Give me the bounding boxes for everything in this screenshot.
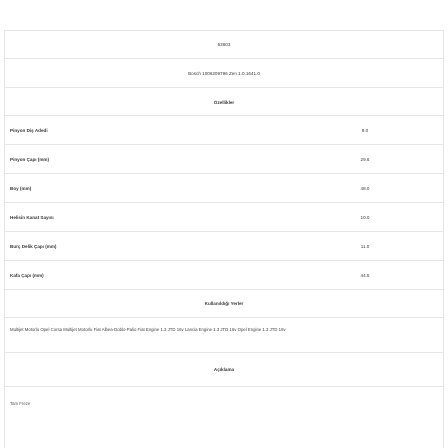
product-spec-table bbox=[4, 30, 444, 448]
spec-row bbox=[5, 232, 443, 261]
product-code-row bbox=[5, 31, 443, 59]
usage-heading: Kullanıldığı Yerler bbox=[204, 301, 244, 306]
spec-label: Helisin Kanat Sayısı bbox=[10, 215, 54, 220]
spec-value: 10.0 bbox=[360, 215, 370, 220]
part-numbers-row bbox=[5, 59, 443, 88]
spec-label: Pinyon Çapı (mm) bbox=[10, 157, 50, 162]
features-heading-row bbox=[5, 88, 443, 116]
features-heading: Özellikler bbox=[213, 100, 235, 105]
usage-heading-row bbox=[5, 290, 443, 318]
product-code: 53603 bbox=[217, 42, 231, 47]
spec-label: Boy (mm) bbox=[10, 186, 32, 191]
spec-row bbox=[5, 116, 443, 145]
description-row bbox=[5, 387, 443, 427]
spec-label: Burç Delik Çapı (mm) bbox=[10, 244, 57, 249]
spec-row bbox=[5, 174, 443, 203]
spec-row bbox=[5, 203, 443, 232]
spec-value: 48.0 bbox=[360, 186, 370, 191]
spec-value: 44.5 bbox=[360, 273, 370, 278]
description-heading: Açıklama bbox=[213, 367, 235, 372]
spec-value: 9.0 bbox=[361, 128, 369, 133]
part-numbers: Bosch 1006209796 Zen 1.0.1641.0 bbox=[188, 71, 260, 76]
spec-value: 29.6 bbox=[360, 157, 370, 162]
spec-label: Pinyon Diş Adedi bbox=[10, 128, 48, 133]
spec-value: 11.0 bbox=[360, 244, 370, 249]
spec-row bbox=[5, 261, 443, 290]
description-text: Tam Freze bbox=[10, 401, 31, 406]
spec-label: Kafa Çapı (mm) bbox=[10, 273, 44, 278]
usage-row bbox=[5, 318, 443, 353]
description-heading-row bbox=[5, 353, 443, 387]
usage-text: Multijet Motorlu Opel Corsa Multijet Motorlu Fiat Albea-Doblo-Palio Fiat Engine 1.3 JTD 16v Lancia Engine 1.3 JTD 16v Opel Engine 1.3 JTD 16v bbox=[10, 327, 286, 332]
spec-row bbox=[5, 145, 443, 174]
